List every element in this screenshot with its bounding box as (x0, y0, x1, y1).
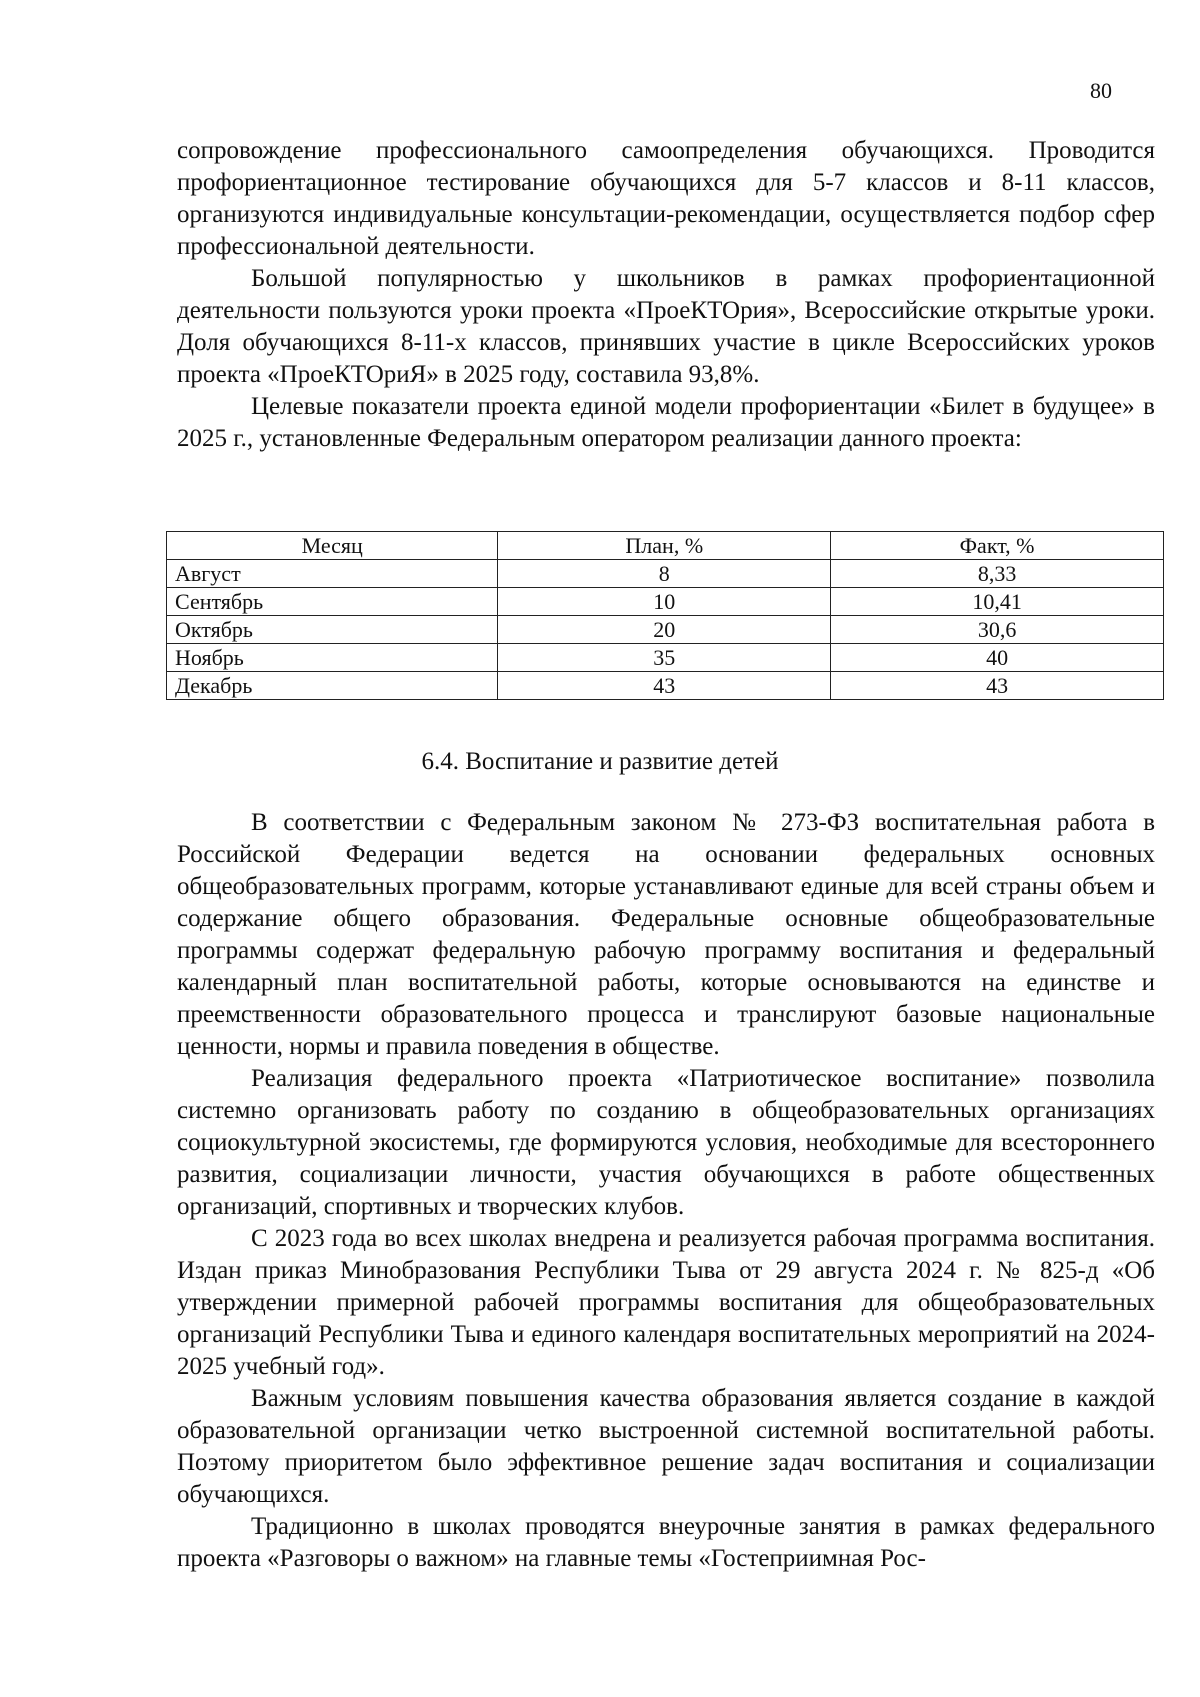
column-header-month: Месяц (167, 532, 498, 560)
section-heading: 6.4. Воспитание и развитие детей (421, 748, 779, 775)
intro-text (177, 135, 1155, 455)
table-row (167, 560, 1164, 588)
plan-cell: 8 (498, 560, 831, 588)
table-row (167, 672, 1164, 700)
month-cell: Сентябрь (167, 588, 498, 616)
paragraph: Большой популярностью у школьников в рамках профориентационной деятельности пользуются уроки проекта «ПроеКТОрия», Всероссийские открытые уроки. Доля обучающихся 8-11-х классов, принявших участие в цикле Всероссийских уроков проекта «ПроеКТОриЯ» в 2025 году, составила 93,8%. (177, 265, 1155, 388)
targets-table (166, 531, 1164, 700)
fact-cell: 30,6 (831, 616, 1164, 644)
page-number: 80 (1090, 78, 1112, 103)
paragraph: Целевые показатели проекта единой модели профориентации «Билет в будущее» в 2025 г., установленные Федеральным оператором реализации данного проекта: (177, 393, 1155, 452)
plan-cell: 10 (498, 588, 831, 616)
plan-cell: 20 (498, 616, 831, 644)
paragraph: сопровождение профессионального самоопределения обучающихся. Проводится профориентационное тестирование обучающихся для 5-7 классов и 8-11 классов, организуются индивидуальные консультации-рекомендации, осуществляется подбор сфер профессиональной деятельности. (177, 137, 1155, 260)
section-text (177, 807, 1155, 1575)
month-cell: Август (167, 560, 498, 588)
paragraph: Реализация федерального проекта «Патриотическое воспитание» позволила системно организовать работу по созданию в общеобразовательных организациях социокультурной экосистемы, где формируются условия, необходимые для всестороннего развития, социализации личности, участия обучающихся в работе общественных организаций, спортивных и творческих клубов. (177, 1065, 1155, 1220)
month-cell: Декабрь (167, 672, 498, 700)
plan-cell: 43 (498, 672, 831, 700)
column-header-plan: План, % (498, 532, 831, 560)
plan-cell: 35 (498, 644, 831, 672)
fact-cell: 8,33 (831, 560, 1164, 588)
table-header-row (167, 532, 1164, 560)
paragraph: Традиционно в школах проводятся внеурочные занятия в рамках федерального проекта «Разговоры о важном» на главные темы «Гостеприимная Рос- (177, 1513, 1155, 1572)
table-row (167, 588, 1164, 616)
column-header-fact: Факт, % (831, 532, 1164, 560)
table-row (167, 616, 1164, 644)
fact-cell: 10,41 (831, 588, 1164, 616)
fact-cell: 43 (831, 672, 1164, 700)
fact-cell: 40 (831, 644, 1164, 672)
month-cell: Октябрь (167, 616, 498, 644)
paragraph: Важным условиям повышения качества образования является создание в каждой образовательной организации четко выстроенной системной воспитательной работы. Поэтому приоритетом было эффективное решение задач воспитания и социализации обучающихся. (177, 1385, 1155, 1508)
table-row (167, 644, 1164, 672)
month-cell: Ноябрь (167, 644, 498, 672)
paragraph: С 2023 года во всех школах внедрена и реализуется рабочая программа воспитания. Издан приказ Минобразования Республики Тыва от 29 августа 2024 г. № 825-д «Об утверждении примерной рабочей программы воспитания для общеобразовательных организаций Республики Тыва и единого календаря воспитательных мероприятий на 2024-2025 учебный год». (177, 1225, 1155, 1380)
paragraph: В соответствии с Федеральным законом № 273-ФЗ воспитательная работа в Российской Федерации ведется на основании федеральных основных общеобразовательных программ, которые устанавливают единые для всей страны объем и содержание общего образования. Федеральные основные общеобразовательные программы содержат федеральную рабочую программу воспитания и федеральный календарный план воспитательной работы, которые основываются на единстве и преемственности образовательного процесса и транслируют базовые национальные ценности, нормы и правила поведения в обществе. (177, 809, 1155, 1060)
